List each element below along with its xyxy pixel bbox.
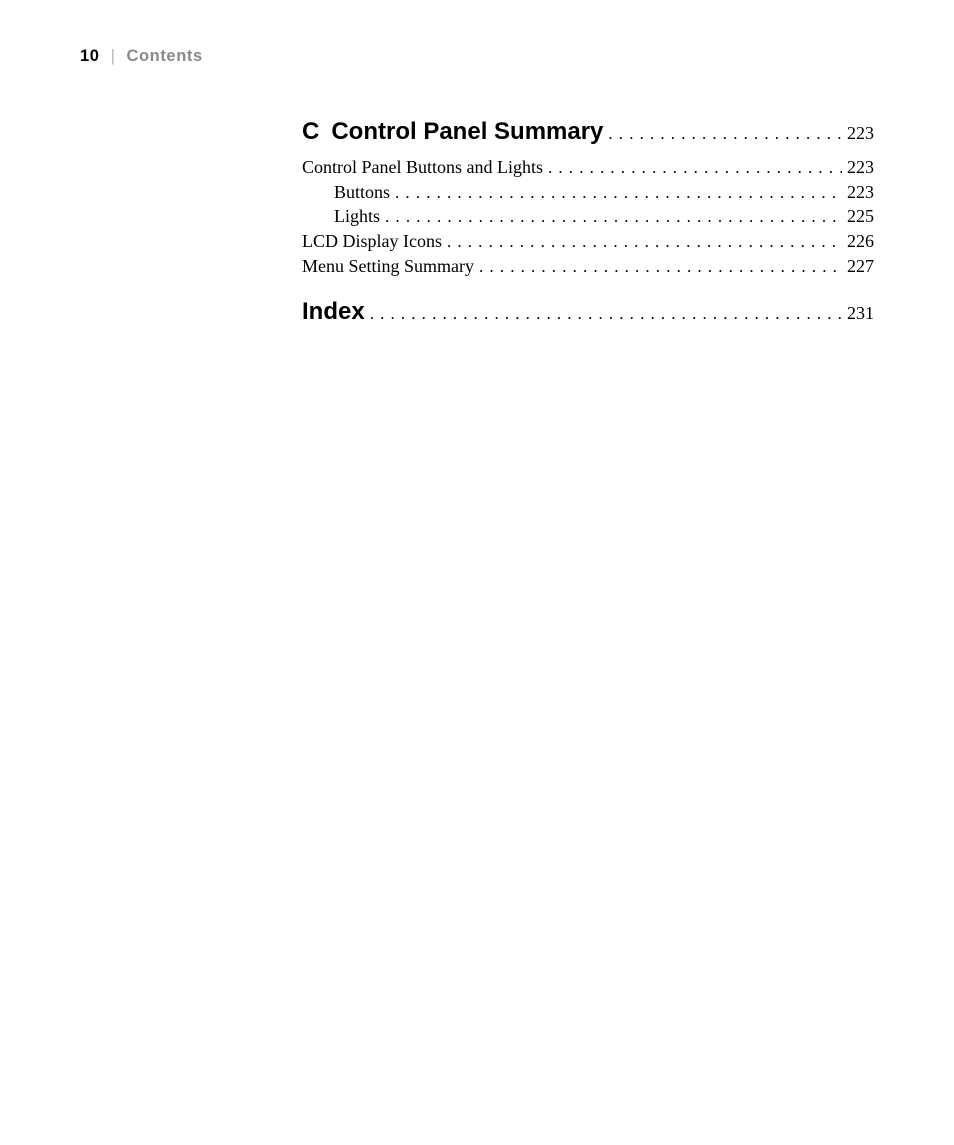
header-separator: | xyxy=(110,47,116,65)
toc-entry-control-panel-buttons-and-lights[interactable] xyxy=(302,157,874,178)
chapter-letter: C xyxy=(302,118,320,145)
dot-leader xyxy=(479,257,842,277)
toc-entry-title: Buttons xyxy=(334,182,391,202)
toc-chapter-c[interactable] xyxy=(302,118,874,146)
toc-index-title: Index xyxy=(302,298,365,325)
chapter-title-text: Control Panel Summary xyxy=(331,118,604,145)
toc-page-number: 227 xyxy=(847,256,874,276)
dot-leader xyxy=(548,158,842,178)
dot-leader xyxy=(447,232,842,252)
dot-leader xyxy=(370,304,842,324)
toc-index[interactable] xyxy=(302,298,874,326)
toc-page-number: 225 xyxy=(847,206,874,226)
toc-chapter-title xyxy=(302,118,603,146)
running-header xyxy=(80,47,203,66)
toc-page-number: 223 xyxy=(847,123,874,143)
toc-entry-lights[interactable] xyxy=(302,206,874,227)
dot-leader xyxy=(385,207,842,227)
toc-page-number: 226 xyxy=(847,231,874,251)
toc-entry-menu-setting-summary[interactable] xyxy=(302,256,874,277)
toc-page-number: 231 xyxy=(847,303,874,323)
toc-page-number: 223 xyxy=(847,157,874,177)
running-header-title: Contents xyxy=(126,47,203,65)
toc-entry-lcd-display-icons[interactable] xyxy=(302,231,874,252)
toc-entry-title: Control Panel Buttons and Lights xyxy=(302,157,543,177)
dot-leader xyxy=(395,183,842,203)
dot-leader xyxy=(608,124,842,144)
toc-entry-title: LCD Display Icons xyxy=(302,231,442,251)
page-number: 10 xyxy=(80,47,100,65)
toc-page-number: 223 xyxy=(847,182,874,202)
toc-entry-buttons[interactable] xyxy=(302,182,874,203)
toc-entry-title: Lights xyxy=(334,206,381,226)
toc-entry-title: Menu Setting Summary xyxy=(302,256,474,276)
